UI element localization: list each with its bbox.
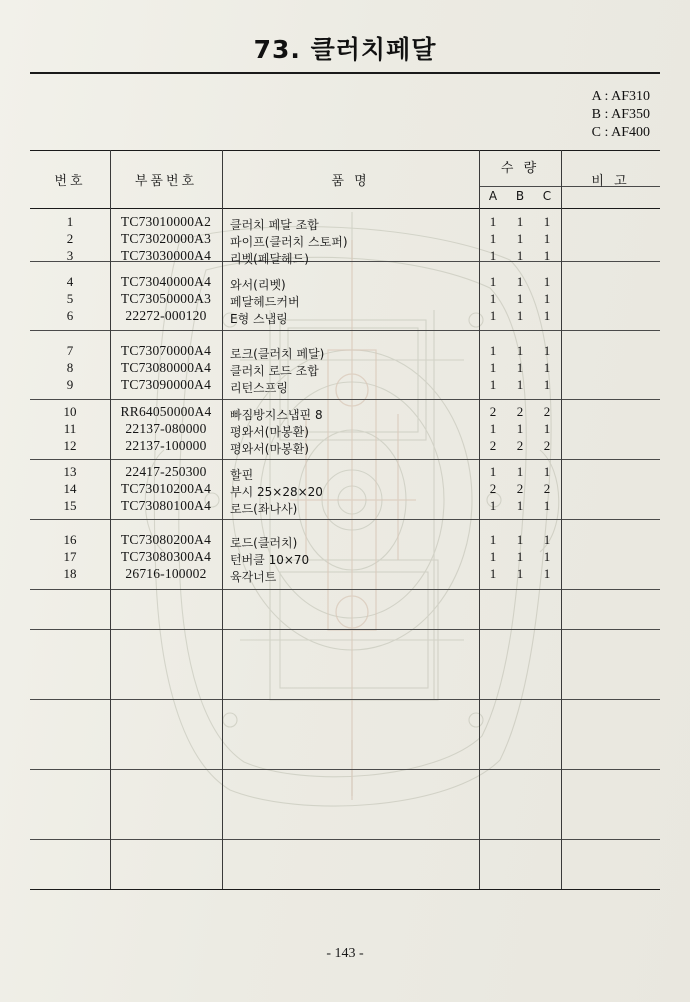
table-header-border — [30, 208, 660, 209]
table-row: TC73080000A4 — [120, 360, 212, 375]
table-row: 1 — [516, 291, 524, 306]
table-row: 1 — [516, 566, 524, 581]
table-row: 1 — [489, 231, 497, 246]
table-row: 1 — [516, 421, 524, 436]
table-row: 1 — [516, 214, 524, 229]
table-row: TC73030000A4 — [120, 248, 212, 263]
table-row: 1 — [489, 291, 497, 306]
table-row: 8 — [66, 360, 74, 375]
page-title-wrap — [0, 30, 690, 66]
model-legend — [592, 88, 650, 142]
group-divider-4 — [30, 459, 660, 460]
table-row: 5 — [66, 291, 74, 306]
table-row: 9 — [66, 377, 74, 392]
table-row: 14 — [63, 481, 77, 496]
table-row: 1 — [543, 532, 551, 547]
table-row: 와서(리벳) — [230, 278, 286, 292]
table-row: 파이프(클러치 스토퍼) — [230, 235, 348, 249]
table-row: 2 — [66, 231, 74, 246]
table-row: TC73010000A2 — [120, 214, 212, 229]
table-row: 2 — [543, 438, 551, 453]
table-row: 2 — [543, 481, 551, 496]
table-row: 턴버클 10×70 — [230, 553, 310, 567]
table-row: 1 — [516, 274, 524, 289]
table-row: 1 — [516, 498, 524, 513]
table-row: TC73080200A4 — [120, 532, 212, 547]
table-row: 1 — [516, 343, 524, 358]
group-divider-8 — [30, 699, 660, 700]
table-row: 18 — [63, 566, 77, 581]
table-row: 1 — [489, 360, 497, 375]
group-divider-2 — [30, 330, 660, 331]
table-row: 리턴스프링 — [230, 381, 288, 395]
group-divider-10 — [30, 839, 660, 840]
table-row: RR64050000A4 — [120, 404, 212, 419]
table-row: 22137-100000 — [125, 438, 207, 453]
table-row: 15 — [63, 498, 77, 513]
table-row: 1 — [516, 231, 524, 246]
table-row: 1 — [543, 308, 551, 323]
table-row: 1 — [489, 566, 497, 581]
table-row: 1 — [489, 464, 497, 479]
table-row: 10 — [63, 404, 77, 419]
column-header-qty-c: C — [542, 189, 552, 203]
table-row: 1 — [543, 464, 551, 479]
table-row: 1 — [516, 377, 524, 392]
group-divider-7 — [30, 629, 660, 630]
table-row: 1 — [489, 274, 497, 289]
table-row: 1 — [543, 498, 551, 513]
legend-item-a: A : AF310 — [591, 89, 650, 104]
table-row: 1 — [543, 231, 551, 246]
table-row: TC73080100A4 — [120, 498, 212, 513]
table-row: 리벳(페달헤드) — [230, 252, 309, 266]
table-row: TC73040000A4 — [120, 274, 212, 289]
table-row: 26716-100002 — [125, 566, 207, 581]
table-row: 2 — [516, 438, 524, 453]
table-row: 육각너트 — [230, 570, 277, 584]
table-row: 1 — [489, 421, 497, 436]
table-row: 로크(클러치 페달) — [230, 347, 325, 361]
column-header-name: 품 명 — [331, 174, 370, 189]
table-row: 1 — [543, 214, 551, 229]
table-bottom-border — [30, 889, 660, 890]
table-row: 2 — [489, 438, 497, 453]
table-row: 1 — [489, 308, 497, 323]
table-row: 13 — [63, 464, 77, 479]
table-row: TC73050000A3 — [120, 291, 212, 306]
title-underline — [30, 72, 660, 74]
column-header-qty: 수 량 — [500, 161, 540, 176]
table-row: 2 — [516, 404, 524, 419]
table-row: 6 — [66, 308, 74, 323]
table-row: 1 — [489, 549, 497, 564]
table-row: 1 — [66, 214, 74, 229]
table-row: 2 — [489, 481, 497, 496]
table-row: 1 — [543, 549, 551, 564]
table-row: TC73070000A4 — [120, 343, 212, 358]
table-row: 클러치 페달 조합 — [230, 218, 319, 232]
table-row: 1 — [543, 360, 551, 375]
table-row: 7 — [66, 343, 74, 358]
legend-item-c: C : AF400 — [591, 125, 650, 140]
table-row: 1 — [489, 214, 497, 229]
table-row: 페달헤드커버 — [230, 295, 300, 309]
table-row: 1 — [543, 343, 551, 358]
group-divider-3 — [30, 399, 660, 400]
table-row: 1 — [543, 377, 551, 392]
table-row: 1 — [516, 464, 524, 479]
table-row: 22417-250300 — [125, 464, 207, 479]
table-row: 1 — [516, 532, 524, 547]
column-header-remark: 비 고 — [591, 174, 630, 189]
table-row: 할핀 — [230, 468, 254, 482]
legend-item-b: B : AF350 — [591, 107, 650, 122]
table-row: 1 — [543, 566, 551, 581]
table-row: TC73020000A3 — [120, 231, 212, 246]
table-row: 4 — [66, 274, 74, 289]
table-row: TC73080300A4 — [120, 549, 212, 564]
table-row: 22272-000120 — [125, 308, 207, 323]
table-row: 부시 25×28×20 — [230, 485, 323, 499]
col-divider-partno — [222, 150, 223, 889]
table-row: 1 — [516, 360, 524, 375]
table-row: 3 — [66, 248, 74, 263]
table-row: E형 스냅링 — [230, 312, 288, 326]
table-row: 22137-080000 — [125, 421, 207, 436]
table-row: 11 — [63, 421, 77, 436]
col-divider-qty — [561, 150, 562, 889]
table-row: TC73010200A4 — [120, 481, 212, 496]
table-row: 12 — [63, 438, 77, 453]
table-row: 1 — [516, 248, 524, 263]
column-header-part-no: 부품번호 — [134, 174, 198, 189]
table-row: 1 — [489, 532, 497, 547]
table-row: 17 — [63, 549, 77, 564]
table-row: 1 — [489, 248, 497, 263]
group-divider-5 — [30, 519, 660, 520]
table-row: 1 — [489, 498, 497, 513]
table-row: 빠짐방지스냅핀 8 — [230, 408, 323, 422]
table-row: 1 — [516, 549, 524, 564]
group-divider-9 — [30, 769, 660, 770]
page-number: - 143 - — [326, 946, 364, 961]
table-top-border — [30, 150, 660, 151]
table-row: 2 — [489, 404, 497, 419]
group-divider-6 — [30, 589, 660, 590]
table-row: 1 — [543, 421, 551, 436]
table-row: 16 — [63, 532, 77, 547]
table-row: TC73090000A4 — [120, 377, 212, 392]
column-header-no: 번호 — [54, 174, 86, 189]
table-row: 1 — [489, 343, 497, 358]
column-header-qty-a: A — [488, 189, 498, 203]
column-header-qty-b: B — [515, 189, 525, 203]
table-row: 로드(좌나사) — [230, 502, 298, 516]
table-row: 1 — [543, 291, 551, 306]
table-row: 로드(클러치) — [230, 536, 298, 550]
table-row: 클러치 로드 조합 — [230, 364, 319, 378]
table-row: 1 — [543, 248, 551, 263]
table-row: 1 — [543, 274, 551, 289]
table-row: 평와서(마봉환) — [230, 442, 309, 456]
page-title: 73. 클러치페달 — [253, 35, 437, 64]
table-row: 2 — [516, 481, 524, 496]
table-row: 1 — [489, 377, 497, 392]
table-row: 평와서(마봉환) — [230, 425, 309, 439]
table-row: 2 — [543, 404, 551, 419]
table-row: 1 — [516, 308, 524, 323]
